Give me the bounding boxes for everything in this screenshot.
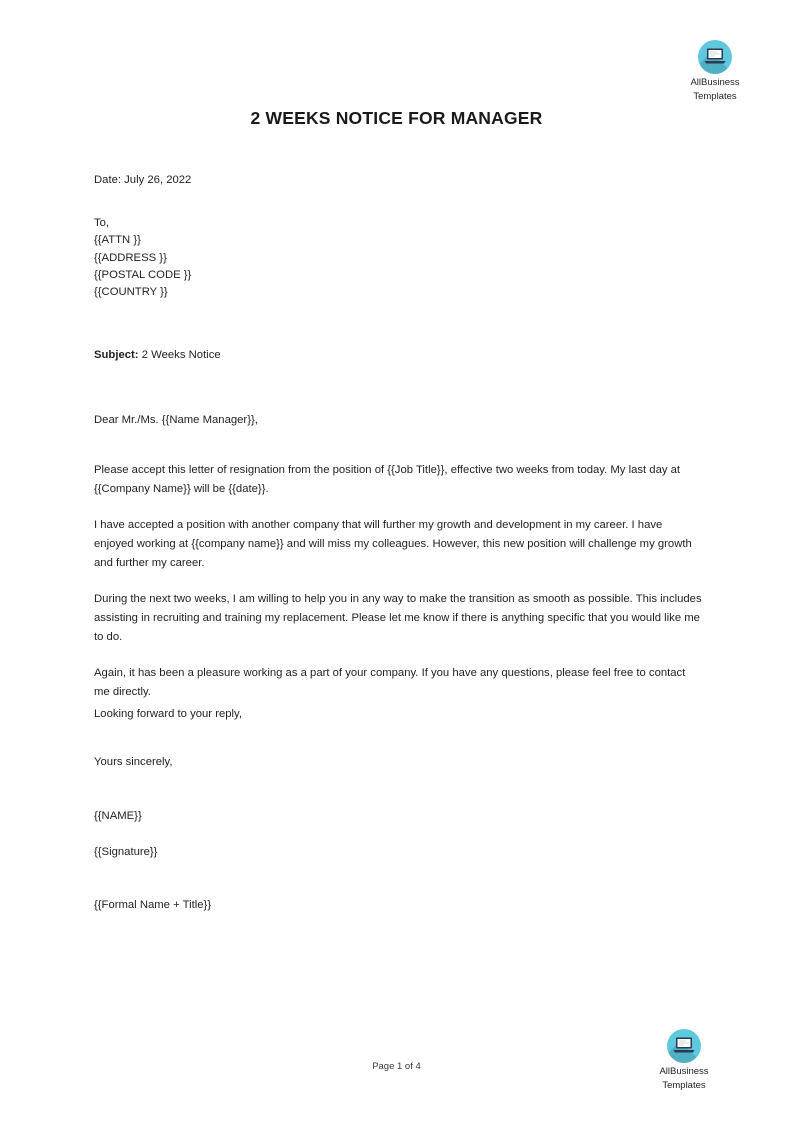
brand-logo-header: [676, 40, 754, 102]
subject-value: 2 Weeks Notice: [141, 349, 221, 361]
body-paragraph: Please accept this letter of resignation from the position of {{Job Title}}, effective two weeks from today. My last day at {{Company Name}} will be {{date}}.: [94, 464, 681, 495]
signoff-line: Yours sincerely,: [94, 756, 173, 768]
address-postal-code: {{POSTAL CODE }}: [94, 268, 192, 281]
signature-placeholder: {{Signature}}: [94, 846, 158, 858]
brand-name-line2: Templates: [662, 1080, 706, 1092]
body-paragraph: Again, it has been a pleasure working as a part of your company. If you have any questions, please feel free to contact me directly.: [94, 666, 686, 698]
brand-logo-footer: [645, 1029, 723, 1091]
body-paragraph: I have accepted a position with another company that will further my growth and development in my career. I have enjoyed working at {{company name}} and will miss my colleagues. However, this new position will challenge my growth and further my career.: [94, 518, 692, 569]
date-line: Date: July 26, 2022: [94, 174, 192, 186]
address-street: {{ADDRESS }}: [94, 251, 167, 264]
address-attn: {{ATTN }}: [94, 234, 141, 247]
subject-line: [94, 347, 434, 364]
letter-body: [94, 461, 702, 719]
laptop-icon: [698, 40, 732, 74]
address-country: {{COUNTRY }}: [94, 286, 168, 299]
signature-formal-name-title: {{Formal Name + Title}}: [94, 899, 212, 911]
address-to: To,: [94, 217, 110, 229]
laptop-glyph: [673, 1037, 695, 1054]
laptop-glyph: [704, 48, 726, 65]
closing-line: Looking forward to your reply,: [94, 708, 242, 720]
page-number: Page 1 of 4: [372, 1061, 421, 1072]
laptop-icon: [667, 1029, 701, 1063]
body-paragraph: During the next two weeks, I am willing to help you in any way to make the transition as smooth as possible. This includes assisting in recruiting and training my replacement. Please let me know if there is anything specific that you would like me to do.: [94, 592, 702, 643]
brand-name-line1: AllBusiness: [659, 1066, 709, 1077]
page-title: 2 WEEKS NOTICE FOR MANAGER: [250, 108, 543, 128]
brand-name-line2: Templates: [693, 91, 737, 103]
signature-name: {{NAME}}: [94, 810, 142, 822]
salutation: Dear Mr./Ms. {{Name Manager}},: [94, 414, 258, 426]
brand-name-line1: AllBusiness: [690, 77, 740, 88]
subject-label: Subject:: [94, 349, 139, 361]
recipient-address-block: [94, 215, 434, 301]
